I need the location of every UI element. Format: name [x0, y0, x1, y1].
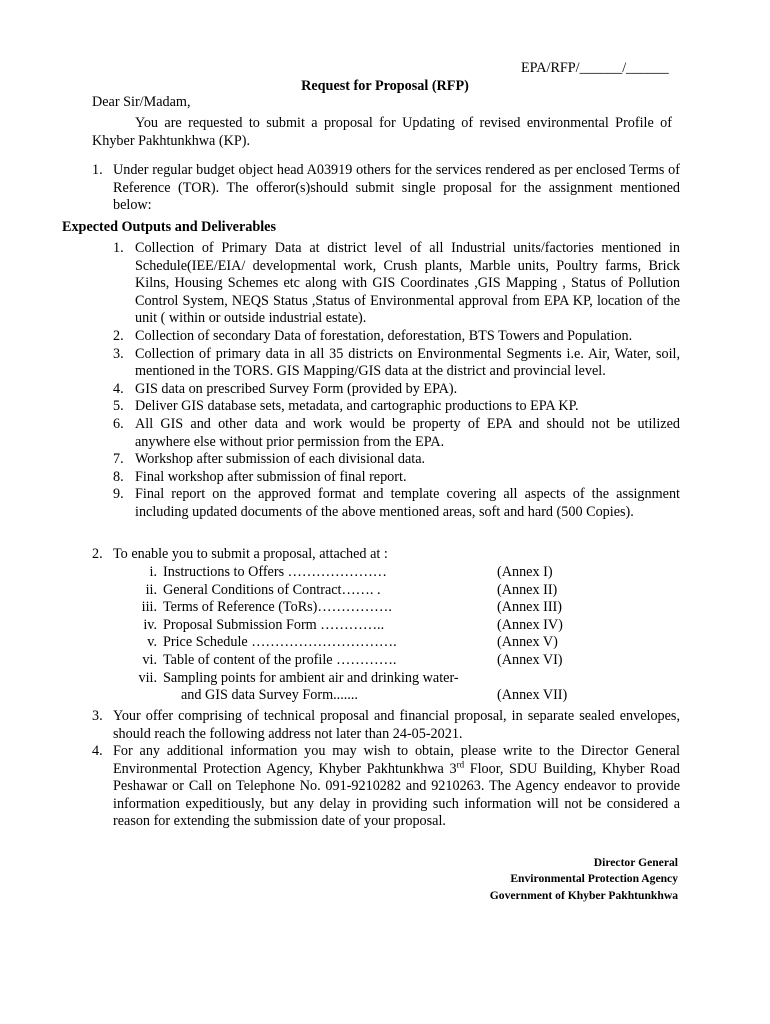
document-title: Request for Proposal (RFP) — [301, 78, 469, 94]
salutation: Dear Sir/Madam, — [92, 94, 191, 110]
list-number: 4. — [92, 743, 103, 759]
list-item: 5. Deliver GIS database sets, metadata, and cartographic productions to EPA KP. — [113, 398, 579, 415]
annex-row: iv. Proposal Submission Form ………….. (Annex IV) — [143, 616, 563, 633]
annex-row: i. Instructions to Offers ………………… (Annex I) — [149, 564, 553, 580]
deliverables-list — [113, 240, 680, 522]
list-item: 1. Collection of Primary Data at district level of all Industrial units/factories mentioned in Schedule(IEE/EIA/ developmental work, Crush plants, Marble units, Poultry farms, Brick Kilns, Housing Schemes etc along with GIS Coordinates ,GIS Mapping , Status of Pollution Control System, NEQS Status ,Status of Environmental approval from EPA KP, location of the unit ( within or outside industrial estate). — [113, 240, 680, 327]
list-text: Your offer comprising of technical proposal and financial proposal, in separate sealed envelopes, should reach the following address not later than 24-05-2021. — [113, 708, 680, 742]
signature-government: Government of Khyber Pakhtunkhwa — [489, 888, 678, 902]
annex-list — [113, 564, 593, 705]
annex-row: v. Price Schedule …………………………. (Annex V) — [147, 634, 558, 651]
signature-block — [490, 855, 678, 904]
reference-number: EPA/RFP/______/______ — [521, 60, 669, 76]
list-item: 2. Collection of secondary Data of forestation, deforestation, BTS Towers and Population. — [113, 327, 633, 344]
list-text: For any additional information you may wish to obtain, please write to the Director General Environmental Protection Agency, Khyber Pakhtunkhwa 3rd Floor, SDU Building, Khyber Road Peshawar or Call on Telephone No. 091-9210282 and 9210263. The Agency endeavor to provide information expeditiously, but any delay in providing such information will not be considered a reason for extending the submission date of your proposal. — [113, 743, 680, 830]
list-item: 6. All GIS and other data and work would be property of EPA and should not be utilized anywhere else without prior permission from the EPA. — [113, 415, 680, 450]
list-item: 8. Final workshop after submission of final report. — [113, 468, 407, 485]
annex-row: iii. Terms of Reference (ToRs)……………. (Annex III) — [141, 599, 562, 616]
annex-row: ii. General Conditions of Contract……. . (Annex II) — [145, 581, 558, 598]
list-number: 3. — [92, 708, 103, 724]
signature-agency: Environmental Protection Agency — [510, 872, 678, 886]
list-item: 9. Final report on the approved format and template covering all aspects of the assignment including updated documents of the above mentioned areas, soft and hard (500 Copies). — [113, 486, 680, 520]
annex-row: and GIS data Survey Form....... (Annex VII) — [181, 687, 568, 704]
annex-row: vii. Sampling points for ambient air and drinking water- — [138, 669, 459, 686]
list-item: 3. Collection of primary data in all 35 districts on Environmental Segments i.e. Air, Water, soil, mentioned in the TORS. GIS Mapping/GIS data at the district and provincial level. — [113, 345, 680, 380]
annex-row: vi. Table of content of the profile …………. (Annex VI) — [142, 651, 563, 668]
list-item: 4. GIS data on prescribed Survey Form (provided by EPA). — [113, 380, 458, 397]
list-text: Under regular budget object head A03919 others for the services rendered as per enclosed Terms of Reference (TOR). The offeror(s)should submit single proposal for the assignment mentioned below: — [113, 162, 680, 214]
list-number: 1. — [92, 162, 103, 178]
list-item: 7. Workshop after submission of each divisional data. — [113, 451, 426, 468]
list-text: To enable you to submit a proposal, attached at : — [113, 546, 388, 562]
signature-title: Director General — [593, 856, 678, 869]
intro-paragraph: You are requested to submit a proposal for Updating of revised environmental Profile of Khyber Pakhtunkhwa (KP). — [92, 115, 672, 149]
deliverables-heading: Expected Outputs and Deliverables — [62, 219, 277, 235]
list-number: 2. — [92, 546, 103, 562]
